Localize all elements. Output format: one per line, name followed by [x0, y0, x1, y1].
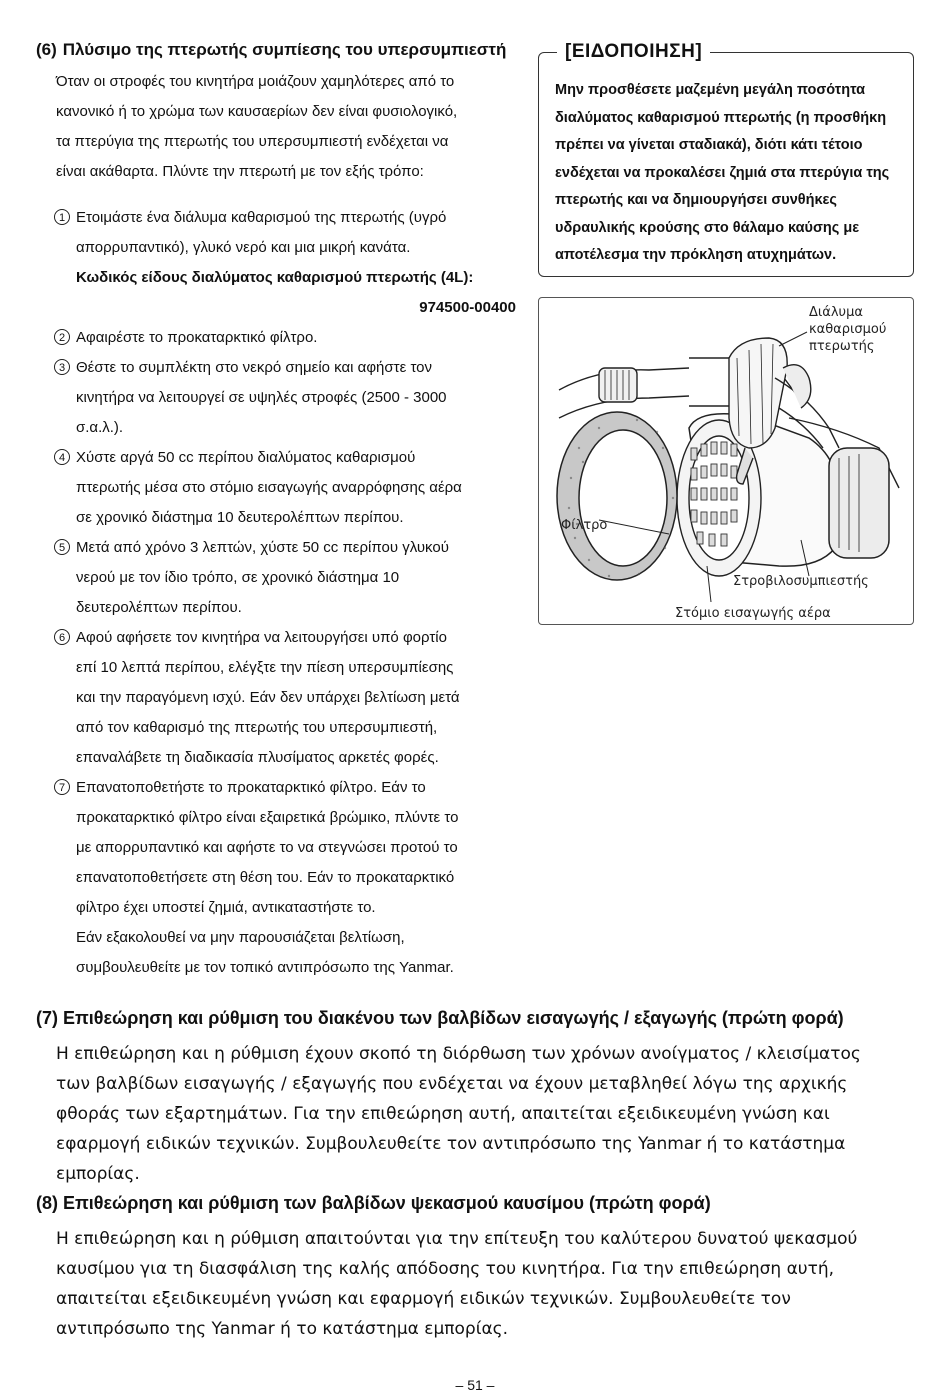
section-6-intro [56, 67, 516, 187]
section-7-body [56, 1039, 916, 1189]
warning-box [538, 41, 914, 277]
step-5 [36, 533, 516, 623]
label-cleaning-solution-line-1: Διάλυμα [809, 305, 863, 320]
warning-line: ενδέχεται να προκαλέσει ζημιά στα πτερύγια της [555, 164, 890, 181]
warning-line: υδραυλικής κρούσης στο θάλαμο καύσης με [555, 219, 860, 236]
section-7 [36, 1005, 916, 1189]
step-marker: 1 [54, 209, 70, 225]
step-4 [36, 443, 516, 533]
step-line: συμβουλευθείτε με τον τοπικό αντιπρόσωπο της Yanmar. [76, 959, 454, 976]
step-line: Ετοιμάστε ένα διάλυμα καθαρισμού της πτερωτής (υγρό [76, 209, 447, 226]
body-line: καυσίμου για τη διασφάλιση της καλής απόδοσης του κινητήρα. Για την επιθεώρηση αυτή, [56, 1259, 835, 1279]
step-line: πτερωτής μέσα στο στόμιο εισαγωγής αναρρόφησης αέρα [76, 479, 462, 496]
step-line: απορρυπαντικό), γλυκό νερό και μια μικρή κανάτα. [76, 239, 411, 256]
intro-line: είναι ακάθαρτα. Πλύντε την πτερωτή με τον εξής τρόπο: [56, 163, 424, 180]
step-marker: 7 [54, 779, 70, 795]
step-7 [36, 773, 516, 983]
part-number: 974500-00400 [419, 299, 516, 316]
step-line: Θέστε το συμπλέκτη στο νεκρό σημείο και αφήστε τον [76, 359, 432, 376]
step-marker: 5 [54, 539, 70, 555]
step-line: φίλτρο έχει υποστεί ζημιά, αντικαταστήστε το. [76, 899, 376, 916]
body-line: εμπορίας. [56, 1164, 140, 1184]
label-air-intake: Στόμιο εισαγωγής αέρα [675, 606, 831, 621]
label-cleaning-solution-line-2: καθαρισμού [809, 322, 887, 337]
section-8-body [56, 1224, 916, 1344]
label-filter: Φίλτρο [561, 518, 608, 533]
step-6 [36, 623, 516, 773]
warning-line: πτερωτής και να δημιουργήσει συνθήκες [555, 192, 837, 208]
label-cleaning-solution-line-3: πτερωτής [809, 339, 875, 354]
warning-text [555, 77, 899, 270]
body-line: των βαλβίδων εισαγωγής / εξαγωγής που ενδέχεται να έχουν μεταβληθεί λόγω της αρχικής [56, 1074, 848, 1094]
section-8-heading: (8) Επιθεώρηση και ρύθμιση των βαλβίδων ψεκασμού καυσίμου (πρώτη φορά) [36, 1193, 711, 1213]
step-1 [36, 203, 516, 323]
step-line: επαναλάβετε τη διαδικασία πλυσίματος αρκετές φορές. [76, 749, 439, 766]
step-line: Μετά από χρόνο 3 λεπτών, χύστε 50 cc περίπου γλυκού [76, 539, 449, 556]
step-line: κινητήρα να λειτουργεί σε υψηλές στροφές (2500 - 3000 [76, 389, 447, 406]
step-line: σε χρονικό διάστημα 10 δευτερολέπτων περίπου. [76, 509, 404, 526]
step-line: Χύστε αργά 50 cc περίπου διαλύματος καθαρισμού [76, 449, 416, 466]
body-line: απαιτείται εξειδικευμένη γνώση και εφαρμογή ειδικών τεχνικών. Συμβουλευθείτε τον [56, 1289, 791, 1309]
section-7-heading: (7) Επιθεώρηση και ρύθμιση του διακένου των βαλβίδων εισαγωγής / εξαγωγής (πρώτη φορά) [36, 1008, 844, 1028]
part-number-label: Κωδικός είδους διαλύματος καθαρισμού πτερωτής (4L): [76, 269, 474, 286]
step-2 [36, 323, 516, 353]
step-line: νερού με τον ίδιο τρόπο, σε χρονικό διάστημα 10 [76, 569, 400, 586]
body-line: Η επιθεώρηση και η ρύθμιση απαιτούνται για την επίτευξη του καλύτερου δυνατού ψεκασμού [56, 1229, 858, 1249]
step-line: προκαταρκτικό φίλτρο είναι εξαιρετικά βρώμικο, πλύντε το [76, 809, 459, 826]
step-line: και την παραγόμενη ισχύ. Εάν δεν υπάρχει βελτίωση μετά [76, 689, 460, 706]
step-line: Εάν εξακολουθεί να μην παρουσιάζεται βελτίωση, [76, 929, 405, 946]
step-line: επανατοποθετήσετε στη θέση του. Εάν το προκαταρκτικό [76, 869, 455, 886]
step-marker: 2 [54, 329, 70, 345]
step-marker: 4 [54, 449, 70, 465]
section-6-number: (6) [36, 40, 57, 59]
step-line: Επανατοποθετήστε το προκαταρκτικό φίλτρο. Εάν το [76, 779, 426, 796]
label-turbocharger: Στροβιλοσυμπιεστής [733, 574, 869, 589]
page-number: – 51 – [455, 1377, 495, 1393]
step-line: από τον καθαρισμό της πτερωτής του υπερσυμπιεστή, [76, 719, 438, 736]
step-marker: 3 [54, 359, 70, 375]
section-8 [36, 1190, 916, 1344]
step-line: δευτερολέπτων περίπου. [76, 599, 242, 616]
warning-title: [ΕΙΔΟΠΟΙΗΣΗ] [557, 39, 710, 65]
step-marker: 6 [54, 629, 70, 645]
section-6 [36, 38, 516, 983]
warning-line: Μην προσθέσετε μαζεμένη μεγάλη ποσότητα [555, 82, 866, 98]
section-6-heading [36, 38, 516, 62]
warning-line: διαλύματος καθαρισμού πτερωτής (η προσθήκη [555, 109, 887, 126]
body-line: Η επιθεώρηση και η ρύθμιση έχουν σκοπό τη διόρθωση των χρόνων ανοίγματος / κλεισίματος [56, 1044, 861, 1064]
section-6-title: Πλύσιμο της πτερωτής συμπίεσης του υπερσυμπιεστή [62, 40, 507, 59]
body-line: αντιπρόσωπο της Yanmar ή το κατάστημα εμπορίας. [56, 1319, 509, 1339]
warning-line: πρέπει να γίνεται σταδιακά), διότι κάτι τέτοιο [555, 137, 863, 153]
step-line: Αφαιρέστε το προκαταρκτικό φίλτρο. [76, 329, 318, 346]
step-line: Αφού αφήσετε τον κινητήρα να λειτουργήσει υπό φορτίο [76, 629, 447, 646]
body-line: εφαρμογή ειδικών τεχνικών. Συμβουλευθείτε τον αντιπρόσωπο της Yanmar ή το κατάστημα [56, 1134, 846, 1154]
intro-line: Όταν οι στροφές του κινητήρα μοιάζουν χαμηλότερες από το [56, 73, 455, 90]
step-line: σ.α.λ.). [76, 419, 124, 436]
warning-line: αποτέλεσμα την πρόκληση ατυχημάτων. [555, 247, 837, 263]
intro-line: τα πτερύγια της πτερωτής του υπερσυμπιεστή ενδέχεται να [56, 133, 449, 150]
illustration-drawing [539, 298, 914, 625]
step-line: με απορρυπαντικό και αφήστε το να στεγνώσει προτού το [76, 839, 458, 856]
body-line: φθοράς των εξαρτημάτων. Για την επιθεώρηση αυτή, απαιτείται εξειδικευμένη γνώση και [56, 1104, 830, 1124]
step-line: επί 10 λεπτά περίπου, ελέγξτε την πίεση υπερσυμπίεσης [76, 659, 454, 676]
intro-line: κανονικό ή το χρώμα των καυσαερίων δεν είναι φυσιολογικό, [56, 103, 458, 120]
turbocharger-illustration [538, 297, 914, 625]
step-3 [36, 353, 516, 443]
